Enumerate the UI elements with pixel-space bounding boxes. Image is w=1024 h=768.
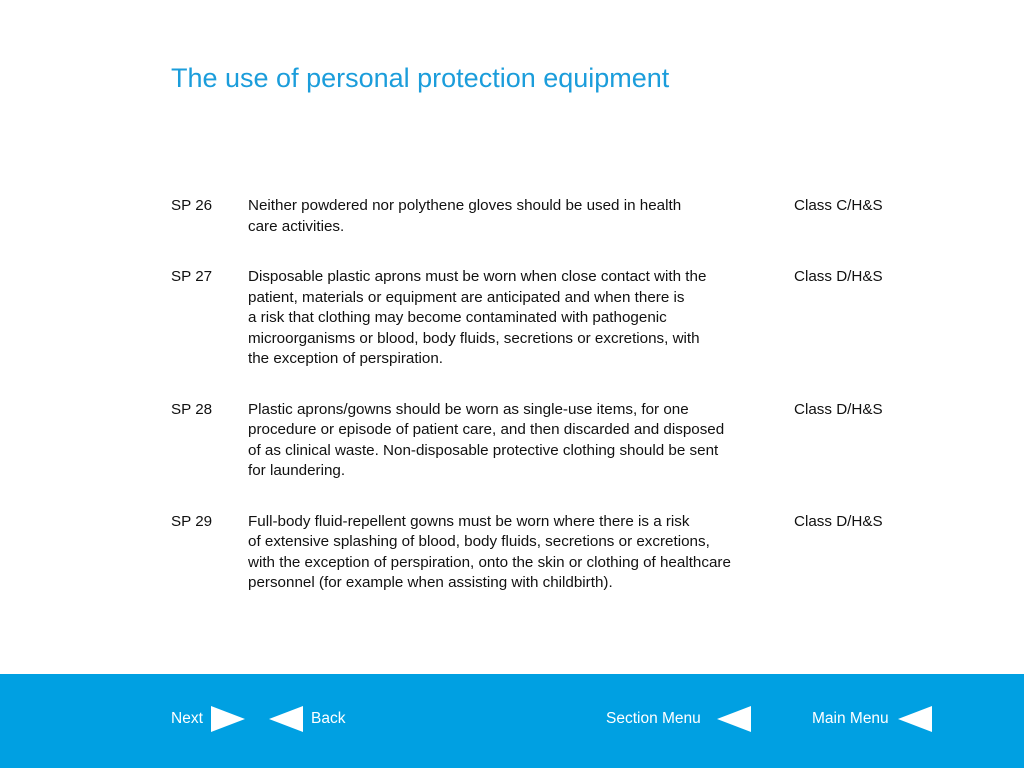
description-line: Plastic aprons/gowns should be worn as single-use items, for one (248, 400, 689, 418)
description-line: for laundering. (248, 462, 346, 479)
standard-code: SP 26 (171, 197, 213, 214)
description-line: of as clinical waste. Non-disposable protective clothing should be sent (248, 441, 719, 459)
standard-description (248, 400, 793, 482)
standard-row-sp28 (171, 400, 931, 482)
description-line: care activities. (248, 217, 345, 235)
section-menu-button[interactable] (606, 705, 751, 733)
description-line: personnel (for example when assisting with childbirth). (248, 574, 613, 591)
standard-code: SP 27 (171, 268, 213, 285)
standard-class: Class C/H&S (794, 197, 883, 214)
standard-row-sp29 (171, 512, 931, 594)
standard-code: SP 29 (171, 512, 213, 530)
standard-class: Class D/H&S (794, 512, 883, 530)
main-menu-button[interactable] (812, 705, 932, 733)
standard-description (248, 512, 793, 594)
standards-list (171, 196, 931, 624)
back-label: Back (311, 710, 346, 727)
next-label: Next (171, 710, 203, 727)
standard-class: Class D/H&S (794, 400, 883, 418)
description-line: Full-body fluid-repellent gowns must be worn where there is a risk (248, 512, 690, 530)
back-button[interactable] (269, 705, 345, 733)
standard-description (248, 196, 793, 237)
description-line: a risk that clothing may become contaminated with pathogenic (248, 309, 667, 326)
arrow-left-icon (269, 706, 303, 732)
next-button[interactable] (171, 705, 245, 733)
standard-code: SP 28 (171, 400, 213, 418)
description-line: Disposable plastic aprons must be worn when close contact with the (248, 268, 707, 285)
description-line: the exception of perspiration. (248, 350, 444, 367)
arrow-left-icon (717, 706, 751, 732)
standard-row-sp26 (171, 196, 931, 237)
description-line: of extensive splashing of blood, body fluids, secretions or excretions, (248, 533, 710, 550)
arrow-right-icon (211, 706, 245, 732)
standard-row-sp27 (171, 267, 931, 370)
page-title: The use of personal protection equipment (171, 63, 670, 93)
description-line: microorganisms or blood, body fluids, secretions or excretions, with (248, 329, 700, 347)
description-line: with the exception of perspiration, onto the skin or clothing of healthcare (248, 553, 731, 571)
description-line: procedure or episode of patient care, and then discarded and disposed (248, 421, 725, 438)
main-menu-label: Main Menu (812, 710, 889, 727)
description-line: Neither powdered nor polythene gloves should be used in health (248, 197, 682, 214)
arrow-left-icon (898, 706, 932, 732)
standard-class: Class D/H&S (794, 268, 883, 285)
section-menu-label: Section Menu (606, 710, 701, 727)
description-line: patient, materials or equipment are anticipated and when there is (248, 288, 685, 306)
standard-description (248, 267, 793, 370)
